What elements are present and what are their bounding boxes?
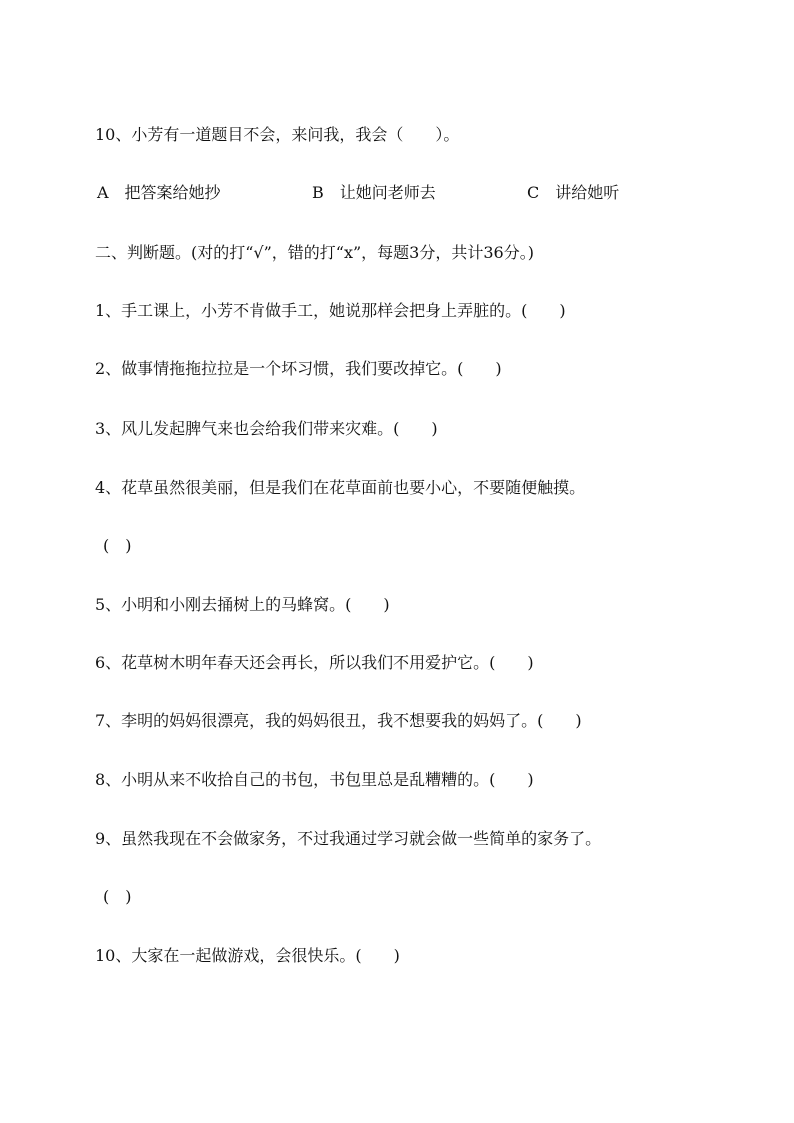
judgment-item-5: 5、小明和小刚去捅树上的马蜂窝。( ) bbox=[95, 595, 390, 614]
section-title-true-false: 二、判断题。(对的打“√”，错的打“x”，每题3分，共计36分。) bbox=[95, 243, 534, 262]
judgment-item-9: 9、虽然我现在不会做家务，不过我通过学习就会做一些简单的家务了。 bbox=[95, 829, 602, 848]
choice-option-a: A 把答案给她抄 bbox=[97, 183, 221, 202]
judgment-item-9-paren: ( ) bbox=[103, 887, 132, 906]
judgment-item-2: 2、做事情拖拖拉拉是一个坏习惯，我们要改掉它。( ) bbox=[95, 359, 502, 378]
judgment-item-7: 7、李明的妈妈很漂亮，我的妈妈很丑，我不想要我的妈妈了。( ) bbox=[95, 711, 582, 730]
judgment-item-10: 10、大家在一起做游戏，会很快乐。( ) bbox=[95, 946, 400, 965]
choice-option-c: C 讲给她听 bbox=[527, 183, 620, 202]
choice-question-10: 10、小芳有一道题目不会，来问我，我会（ ）。 bbox=[95, 125, 460, 144]
judgment-item-1: 1、手工课上，小芳不肯做手工，她说那样会把身上弄脏的。( ) bbox=[95, 301, 566, 320]
judgment-item-4-paren: ( ) bbox=[103, 536, 132, 555]
choice-option-b: B 让她问老师去 bbox=[312, 183, 436, 202]
judgment-item-6: 6、花草树木明年春天还会再长，所以我们不用爱护它。( ) bbox=[95, 653, 534, 672]
judgment-item-4: 4、花草虽然很美丽，但是我们在花草面前也要小心，不要随便触摸。 bbox=[95, 478, 586, 497]
judgment-item-8: 8、小明从来不收拾自己的书包，书包里总是乱糟糟的。( ) bbox=[95, 770, 534, 789]
judgment-item-3: 3、风儿发起脾气来也会给我们带来灾难。( ) bbox=[95, 419, 438, 438]
